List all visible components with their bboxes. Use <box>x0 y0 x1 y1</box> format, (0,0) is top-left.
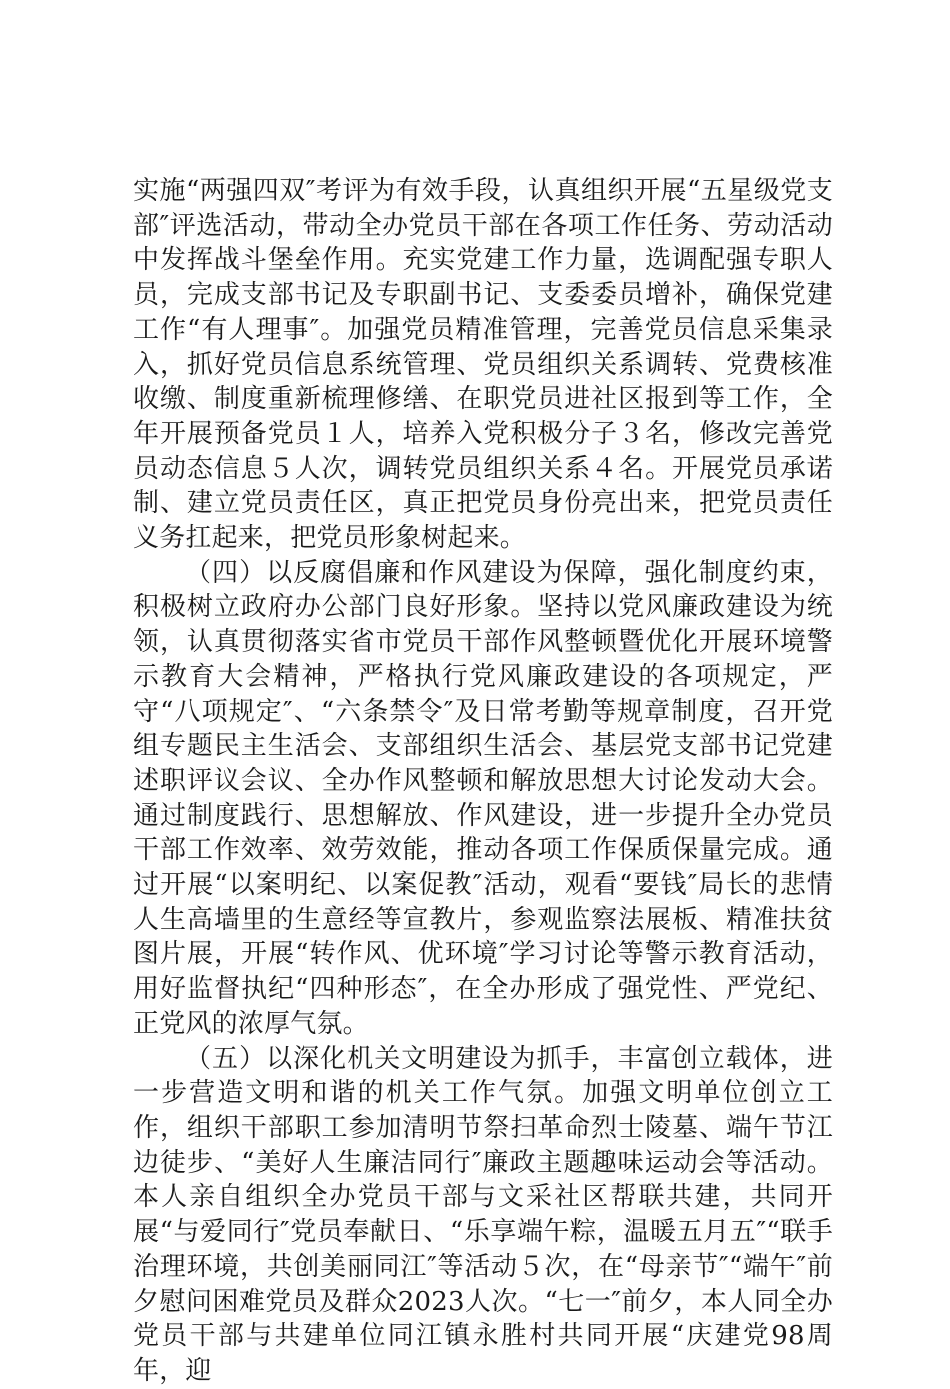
paragraph-party-building: 实施“两强四双″考评为有效手段，认真组织开展“五星级党支部″评选活动，带动全办党员干部在各项工作任务、劳动活动中发挥战斗堡垒作用。充实党建工作力量，选调配强专职人员，完成支部书记及专职副书记、支委委员增补，确保党建工作“有人理事″。加强党员精准管理，完善党员信息采集录入，抓好党员信息系统管理、党员组织关系调转、党费核准收缴、制度重新梳理修缮、在职党员进社区报到等工作，全年开展预备党员１人，培养入党积极分子３名，修改完善党员动态信息５人次，调转党员组织关系４名。开展党员承诺制、建立党员责任区，真正把党员身份亮出来，把党员责任义务扛起来，把党员形象树起来。 <box>133 176 833 554</box>
document-body <box>133 174 833 1389</box>
paragraph-civilization-building: （五）以深化机关文明建设为抓手，丰富创立载体，进一步营造文明和谐的机关工作气氛。加强文明单位创立工作，组织干部职工参加清明节祭扫革命烈士陵墓、端午节江边徒步、“美好人生廉洁同行″廉政主题趣味运动会等活动。本人亲自组织全办党员干部与文采社区帮联共建，共同开展“与爱同行″党员奉献日、“乐享端午粽，温暖五月五″“联手治理环境，共创美丽同江″等活动５次，在“母亲节″“端午″前夕慰问困难党员及群众2023人次。“七一″前夕，本人同全办党员干部与共建单位同江镇永胜村共同开展“庆建党98周年，迎 <box>133 1043 833 1386</box>
paragraph-anti-corruption: （四）以反腐倡廉和作风建设为保障，强化制度约束，积极树立政府办公部门良好形象。坚持以党风廉政建设为统领，认真贯彻落实省市党员干部作风整顿暨优化开展环境警示教育大会精神，严格执行党风廉政建设的各项规定，严守“八项规定″、“六条禁令″及日常考勤等规章制度，召开党组专题民主生活会、支部组织生活会、基层党支部书记党建述职评议会议、全办作风整顿和解放思想大讨论发动大会。通过制度践行、思想解放、作风建设，进一步提升全办党员干部工作效率、效劳效能，推动各项工作保质保量完成。通过开展“以案明纪、以案促教″活动，观看“要钱″局长的悲情人生高墙里的生意经等宣教片，参观监察法展板、精准扶贫图片展，开展“转作风、优环境″学习讨论等警示教育活动，用好监督执纪“四种形态″，在全办形成了强党性、严党纪、正党风的浓厚气氛。 <box>133 557 833 1039</box>
